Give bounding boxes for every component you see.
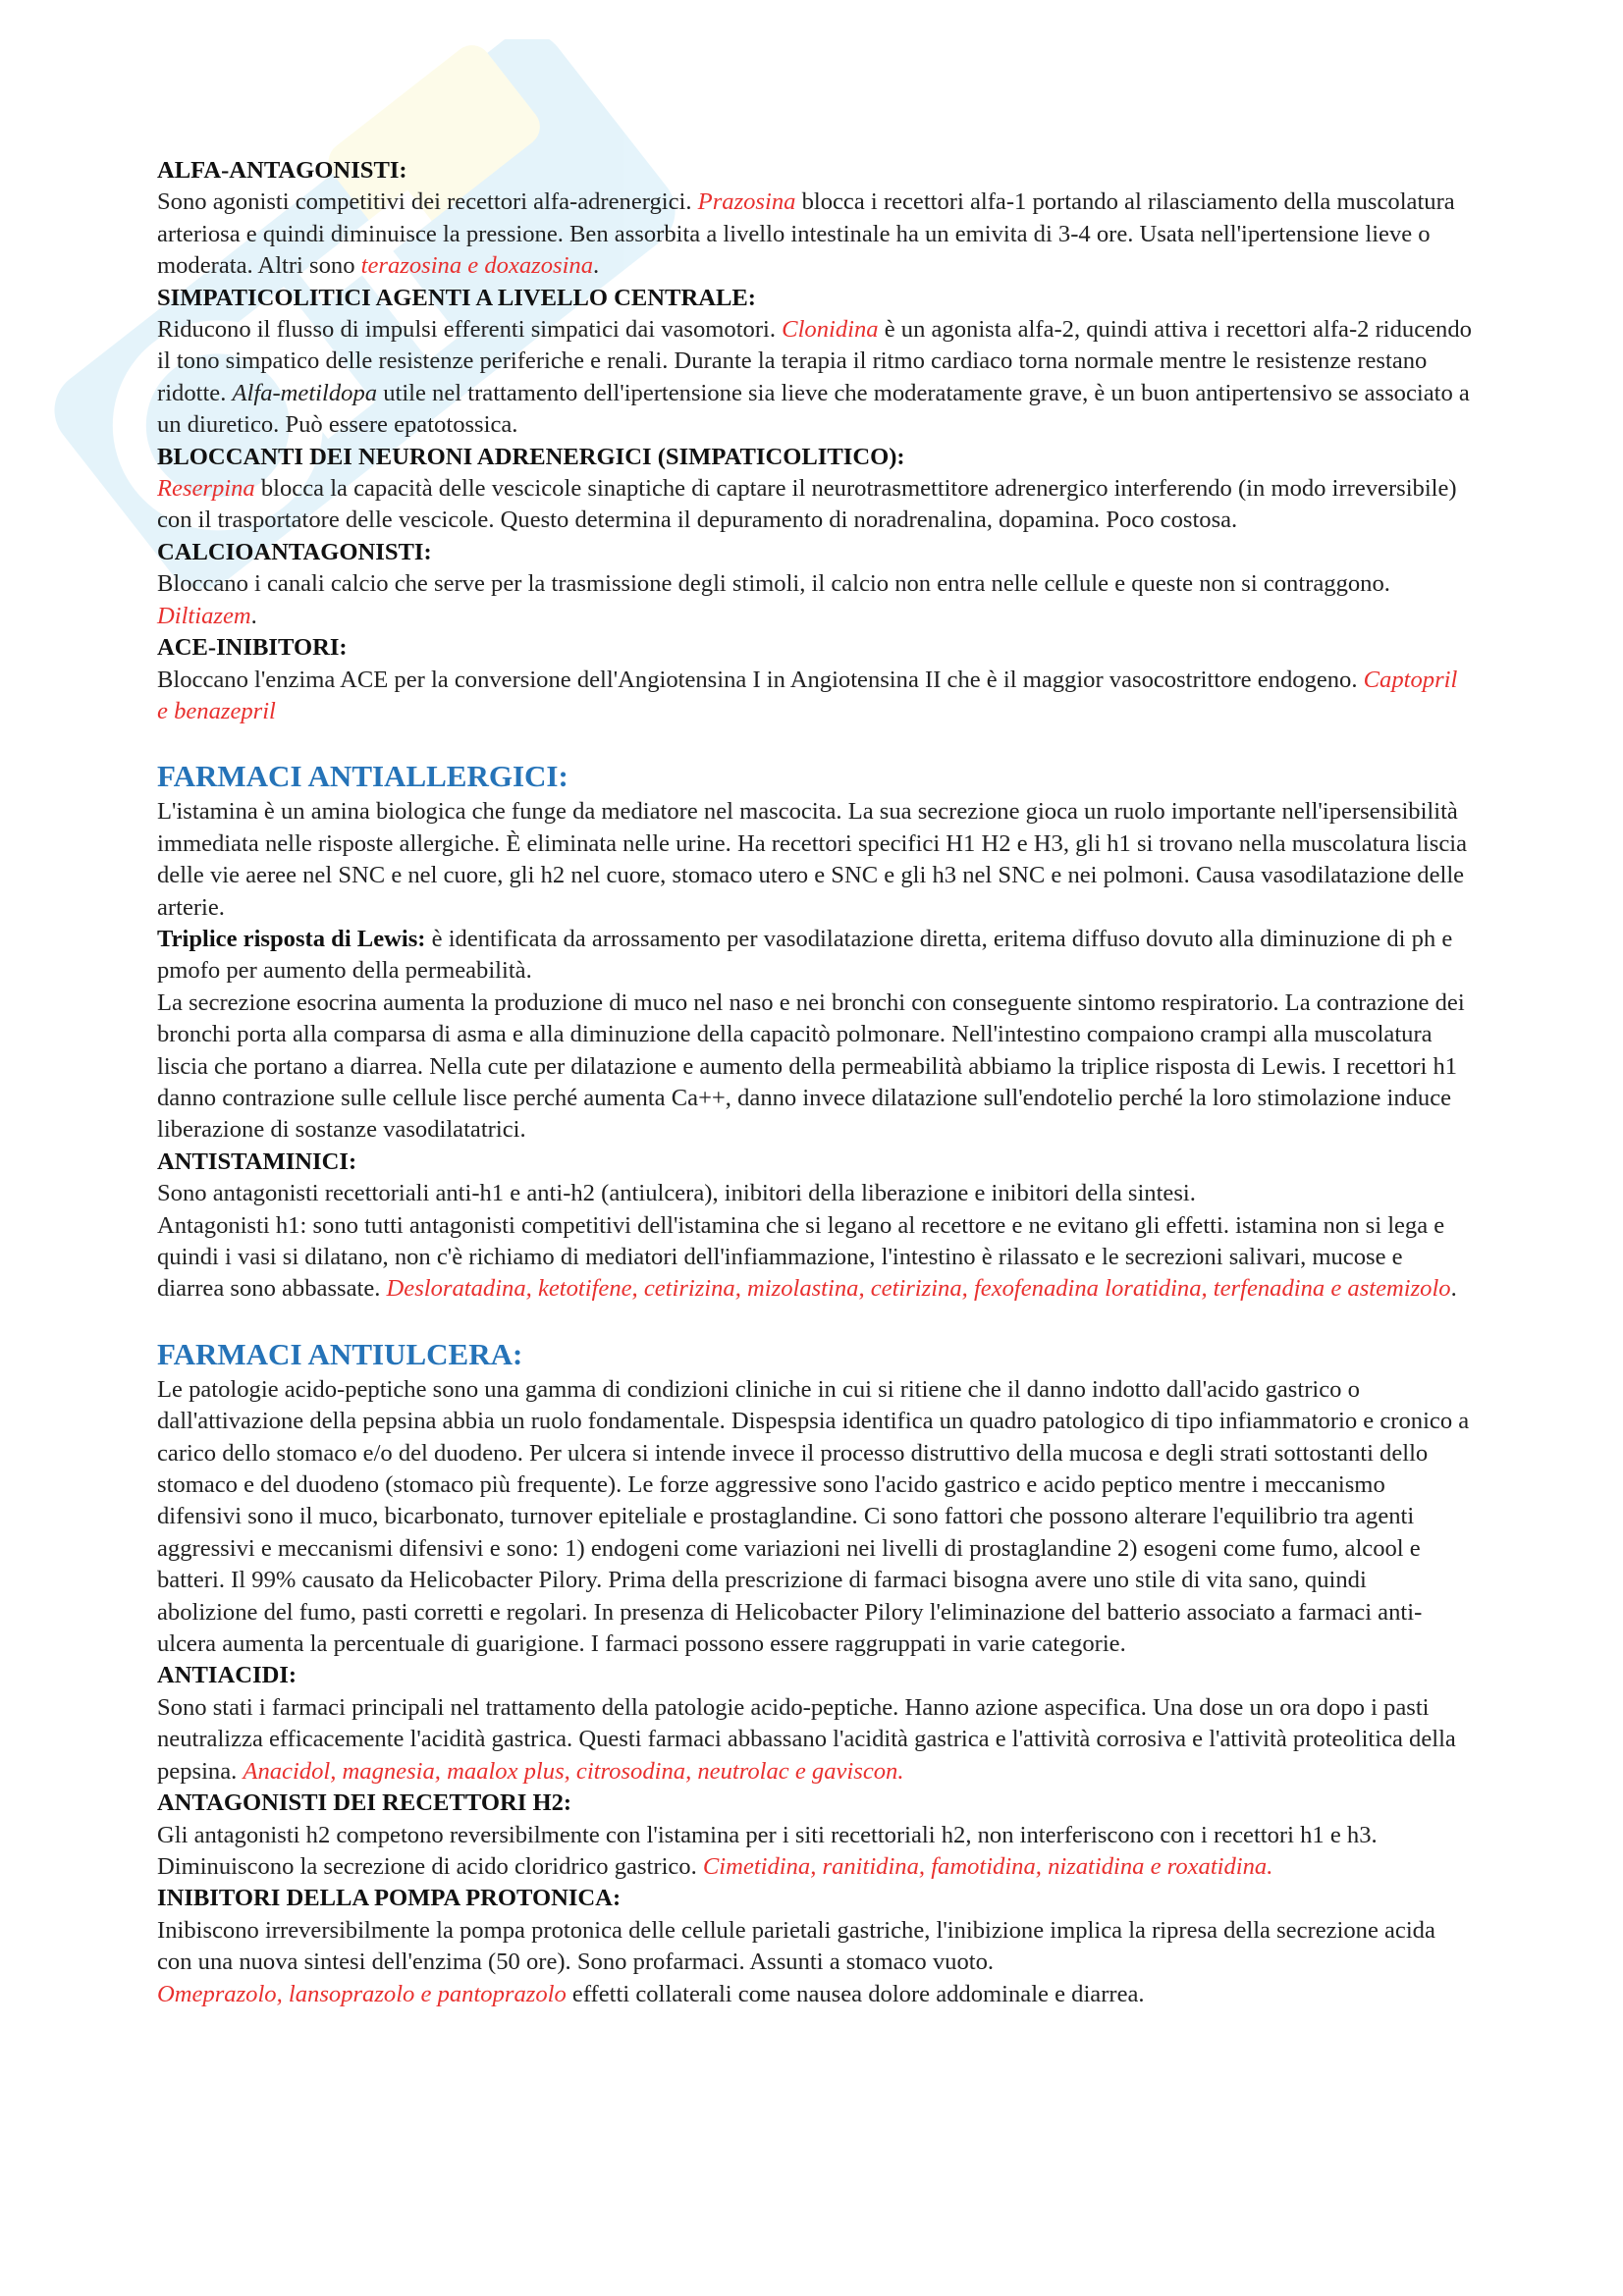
section-heading: ACE-INIBITORI: xyxy=(157,634,348,662)
section-heading: SIMPATICOLITICI AGENTI A LIVELLO CENTRALE: xyxy=(157,284,756,311)
paragraph: La secrezione esocrina aumenta la produzione di muco nel naso e nei bronchi con conseguente sintomo respiratorio. La contrazione dei bronchi porta alla comparsa di asma e alla diminuzione della capacitò polmonare. Nell'intestino compaiono crampi alla muscolatura liscia che portano a diarrea. Nella cute per dilatazione e aumento della permeabilità abbiamo la triplice risposta di Lewis. I recettori h1 danno contrazione sulle cellule lisce perché aumenta Ca++, danno invece dilatazione sull'endotelio perché la loro stimolazione induce liberazione di sostanze vasodilatatrici. xyxy=(157,988,1465,1144)
paragraph: Sono antagonisti recettoriali anti-h1 e anti-h2 (antiulcera), inibitori della liberazione e inibitori della sintesi. xyxy=(157,1180,1196,1207)
paragraph: Inibiscono irreversibilmente la pompa protonica delle cellule parietali gastriche, l'inibizione implica la ripresa della secrezione acida con una nuova sintesi dell'enzima (50 ore). Sono profarmaci. Assunti a stomaco vuoto. xyxy=(157,1916,1435,1976)
paragraph: Triplice risposta di Lewis: è identificata da arrossamento per vasodilatazione diretta, eritema diffuso dovuto alla diminuzione di ph e pmofo per aumento della permeabilità. xyxy=(157,925,1453,985)
drug-name: Desloratadina, ketotifene, cetirizina, mizolastina, cetirizina, fexofenadina loratidina, terfenadina e astemizolo xyxy=(386,1275,1451,1303)
paragraph: Bloccano l'enzima ACE per la conversione dell'Angiotensina I in Angiotensina II che è il maggior vasocostrittore endogeno. Captopril e benazepril xyxy=(157,666,1458,724)
drug-name: Clonidina xyxy=(782,316,879,344)
paragraph: Le patologie acido-peptiche sono una gamma di condizioni cliniche in cui si ritiene che il danno indotto dall'acido gastrico o dall'attivazione della pepsina abbia un ruolo fondamentale. Dispespsia identifica un quadro patologico di tipo infiammatorio e cronico a carico dello stomaco e/o del duodeno. Per ulcera si intende invece il processo distruttivo della mucosa e degli strati sottostanti dello stomaco e del duodeno (stomaco più frequente). Le forze aggressive sono l'acido gastrico e acido peptico mentre i meccanismo difensivi sono il muco, bicarbonato, turnover epiteliale e prostaglandine. Ci sono fattori che possono alterare l'equilibrio tra agenti aggressivi e meccanismi difensivi e sono: 1) endogeni come variazioni nei livelli di prostaglandine 2) esogeni come fumo, alcool e batteri. Il 99% causato da Helicobacter Pilory. Prima della prescrizione di farmaci bisogna avere uno stile di vita sano, quindi abolizione del fumo, pasti corretti e regolari. In presenza di Helicobacter Pilory l'eliminazione del batterio associato a farmaci anti-ulcera aumenta la percentuale di guarigione. I farmaci possono essere raggruppati in varie categorie. xyxy=(157,1375,1470,1658)
drug-name: Diltiazem xyxy=(157,602,251,629)
section-heading: ALFA-ANTAGONISTI: xyxy=(157,157,407,184)
drug-name: Prazosina xyxy=(697,188,796,216)
paragraph: Bloccano i canali calcio che serve per la trasmissione degli stimoli, il calcio non entra nelle cellule e queste non si contraggono. Diltiazem. xyxy=(157,570,1390,629)
paragraph: Antagonisti h1: sono tutti antagonisti competitivi dell'istamina che si legano al recettore e ne evitano gli effetti. istamina non si lega e quindi i vasi si dilatano, non c'è richiamo di mediatori dell'infiammazione, l'intestino è rilassato e le secrezioni salivari, mucose e diarrea sono abbassate. Desloratadina, ketotifene, cetirizina, mizolastina, cetirizina, fexofenadina loratidina, terfenadina e astemizolo. xyxy=(157,1211,1457,1303)
drug-name: Anacidol, magnesia, maalox plus, citrosodina, neutrolac e gaviscon. xyxy=(243,1757,904,1785)
section-heading: ANTISTAMINICI: xyxy=(157,1148,357,1175)
paragraph: Riducono il flusso di impulsi efferenti simpatici dai vasomotori. Clonidina è un agonista alfa-2, quindi attiva i recettori alfa-2 riducendo il tono simpatico delle resistenze periferiche e renali. Durante la terapia il ritmo cardiaco torna normale mentre le resistenze restano ridotte. Alfa-metildopa utile nel trattamento dell'ipertensione sia lieve che moderatamente grave, è un buon antipertensivo se associato a un diuretico. Può essere epatotossica. xyxy=(157,316,1472,439)
paragraph: Reserpina blocca la capacità delle vescicole sinaptiche di captare il neurotrasmettitore adrenergico interferendo (in modo irreversibile) con il trasportatore delle vescicole. Questo determina il depuramento di noradrenalina, dopamina. Poco costosa. xyxy=(157,475,1457,534)
drug-name: Alfa-metildopa xyxy=(232,379,378,406)
drug-name: Reserpina xyxy=(157,475,255,503)
inline-term: Triplice risposta di Lewis: xyxy=(157,925,426,952)
chapter-heading: FARMACI ANTIALLERGICI: xyxy=(157,759,568,794)
section-heading: INIBITORI DELLA POMPA PROTONICA: xyxy=(157,1885,622,1912)
drug-name: Cimetidina, ranitidina, famotidina, nizatidina e roxatidina. xyxy=(702,1852,1273,1880)
section-heading: ANTIACIDI: xyxy=(157,1662,298,1689)
paragraph: Sono stati i farmaci principali nel trattamento della patologie acido-peptiche. Hanno azione aspecifica. Una dose un ora dopo i pasti neutralizza efficacemente l'acidità gastrica. Questi farmaci abbassano l'acidità gastrica e l'attività corrosiva e l'attività proteolitica della pepsina. Anacidol, magnesia, maalox plus, citrosodina, neutrolac e gaviscon. xyxy=(157,1693,1456,1785)
document-body xyxy=(157,155,1473,2010)
drug-name: Omeprazolo, lansoprazolo e pantoprazolo xyxy=(157,1980,567,2007)
chapter-heading: FARMACI ANTIULCERA: xyxy=(157,1336,523,1371)
drug-name: Captopril e benazepril xyxy=(157,666,1458,724)
paragraph: Omeprazolo, lansoprazolo e pantoprazolo effetti collaterali come nausea dolore addominale e diarrea. xyxy=(157,1980,1145,2007)
section-heading: CALCIOANTAGONISTI: xyxy=(157,538,432,565)
paragraph: Sono agonisti competitivi dei recettori alfa-adrenergici. Prazosina blocca i recettori alfa-1 portando al rilasciamento della muscolatura arteriosa e quindi diminuisce la pressione. Ben assorbita a livello intestinale ha un emivita di 3-4 ore. Usata nell'ipertensione lieve o moderata. Altri sono terazosina e doxazosina. xyxy=(157,188,1455,280)
section-heading: ANTAGONISTI DEI RECETTORI H2: xyxy=(157,1789,572,1817)
drug-name: terazosina e doxazosina xyxy=(360,252,594,280)
paragraph: L'istamina è un amina biologica che funge da mediatore nel mascocita. La sua secrezione gioca un ruolo importante nell'ipersensibilità immediata nelle risposte allergiche. È eliminata nelle urine. Ha recettori specifici H1 H2 e H3, gli h1 si trovano nella muscolatura liscia delle vie aeree nel SNC e nel cuore, gli h2 nel cuore, stomaco utero e SNC e gli h3 nel SNC e nei polmoni. Causa vasodilatazione delle arterie. xyxy=(157,798,1467,921)
paragraph: Gli antagonisti h2 competono reversibilmente con l'istamina per i siti recettoriali h2, non interferiscono con i recettori h1 e h3. Diminuiscono la secrezione di acido cloridrico gastrico. Cimetidina, ranitidina, famotidina, nizatidina e roxatidina. xyxy=(157,1821,1378,1880)
section-heading: BLOCCANTI DEI NEURONI ADRENERGICI (SIMPATICOLITICO): xyxy=(157,443,905,470)
